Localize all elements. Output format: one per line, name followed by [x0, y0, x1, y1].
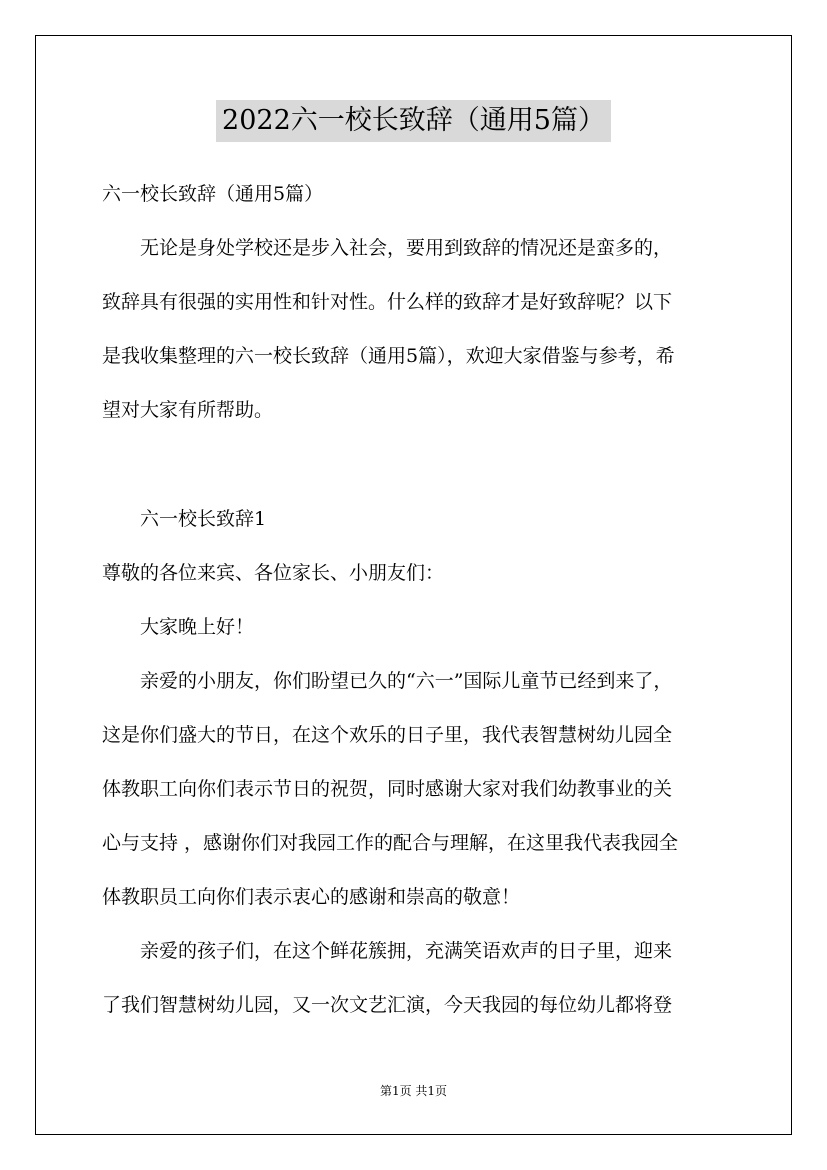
- paragraph-line: 亲爱的小朋友，你们盼望已久的“六一”国际儿童节已经到来了，: [140, 670, 673, 692]
- paragraph-line: 这是你们盛大的节日，在这个欢乐的日子里，我代表智慧树幼儿园全: [102, 724, 673, 746]
- salutation-line: 尊敬的各位来宾、各位家长、小朋友们：: [102, 562, 445, 584]
- greeting-line: 大家晚上好！: [140, 616, 255, 638]
- paragraph-line: 是我收集整理的六一校长致辞（通用5篇），欢迎大家借鉴与参考，希: [102, 345, 675, 367]
- paragraph-line: 无论是身处学校还是步入社会，要用到致辞的情况还是蛮多的，: [140, 237, 673, 259]
- subtitle-line: 六一校长致辞（通用5篇）: [102, 183, 324, 205]
- page-footer: 第1页 共1页: [379, 1084, 448, 1098]
- title-container: [0, 100, 827, 142]
- section-heading: 六一校长致辞1: [140, 508, 267, 530]
- paragraph-line: 心与支持 ，感谢你们对我园工作的配合与理解，在这里我代表我园全: [102, 832, 679, 854]
- paragraph-line: 致辞具有很强的实用性和针对性。什么样的致辞才是好致辞呢？以下: [102, 291, 673, 313]
- paragraph-line: 体教职工向你们表示节日的祝贺，同时感谢大家对我们幼教事业的关: [102, 778, 673, 800]
- paragraph-line: 体教职员工向你们表示衷心的感谢和崇高的敬意！: [102, 886, 521, 908]
- paragraph-line: 亲爱的孩子们，在这个鲜花簇拥，充满笑语欢声的日子里，迎来: [140, 940, 673, 962]
- paragraph-line: 了我们智慧树幼儿园，又一次文艺汇演，今天我园的每位幼儿都将登: [102, 994, 673, 1016]
- paragraph-line: 望对大家有所帮助。: [102, 399, 274, 421]
- document-title: 2022六一校长致辞（通用5篇）: [216, 100, 611, 142]
